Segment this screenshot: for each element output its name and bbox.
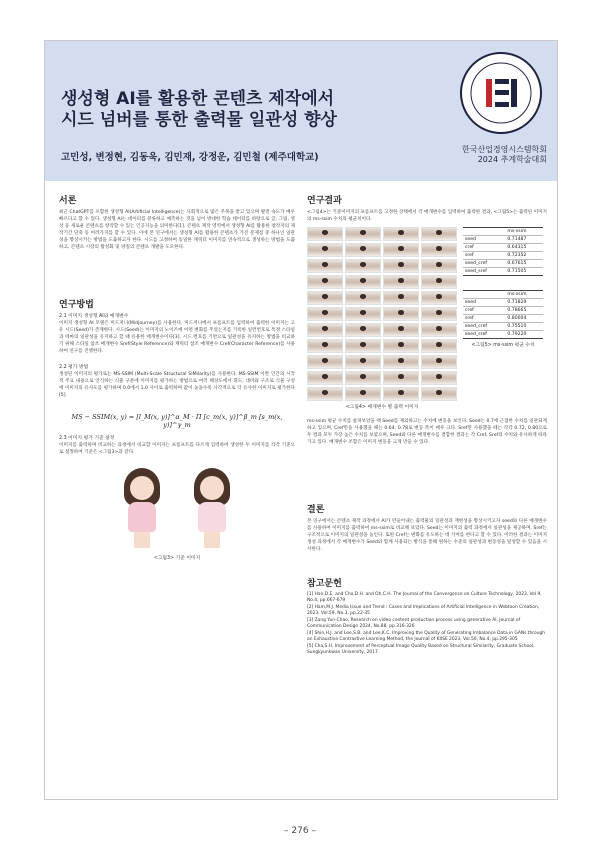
table-cell-label: seed: [463, 236, 505, 244]
output-thumb: [307, 259, 343, 273]
table-cell-label: seed: [463, 299, 505, 307]
table-cell-label: seed_sref: [463, 268, 505, 276]
output-thumb: [421, 275, 457, 289]
table-cell-value: 0.64315: [505, 244, 543, 252]
page-number: – 276 –: [284, 826, 316, 836]
output-thumb: [345, 387, 381, 401]
output-thumb: [421, 371, 457, 385]
references-heading: 참고문헌: [307, 579, 342, 589]
results-figures: [307, 227, 547, 410]
output-thumb: [383, 355, 419, 369]
output-thumb: [345, 371, 381, 385]
table-cell-value: 0.80004: [505, 315, 543, 323]
table-row: [463, 323, 543, 331]
output-thumb: [383, 339, 419, 353]
conclusion-heading: 결론: [307, 505, 325, 515]
method-sub-2: 2.2 평가 방법: [59, 365, 89, 370]
output-thumb: [307, 339, 343, 353]
output-thumb: [345, 227, 381, 241]
output-thumb: [307, 275, 343, 289]
right-column: [307, 193, 547, 657]
reference-image-1: [112, 464, 172, 552]
output-thumb: [383, 291, 419, 305]
results-heading: 연구결과: [307, 196, 342, 206]
output-thumb: [345, 339, 381, 353]
output-thumb: [383, 275, 419, 289]
intro-text: 최근 ChatGPT를 포함한 생성형 AI(Artificial Intelligence)는 사회적으로 많은 주목을 받고 있으며 발전 속도가 매우 빠르다고 할 수 있다. 생성형 AI는 데이터를 분류하고 예측하는 것을 넘어 방대한 학습 데이터를 바탕으로 글, 그림, 영상 등 새로운 콘텐츠를 창작할 수 있는 인공지능을 의미한다[1]. 콘텐츠 제작 영역에서 생성형 AI를 활용한 창작자의 제작기간 단축 등 여러가지를 할 수 있다. 이에 본 연구에서는 생성형 AI를 활용한 콘텐츠가 가진 문제점 중 하나인 일관성을 향상시키는 방법을 도출하고자 한다. 시드를 고정하여 동일한 캐릭터 이미지를 연속적으로 생성하는 방법을 도출하고, 콘텐츠 시장의 활성화 및 양질의 콘텐츠 개발을 도모한다.: [59, 210, 295, 250]
table-row: [463, 244, 543, 252]
table-row: [463, 236, 543, 244]
output-thumb: [421, 307, 457, 321]
output-thumb: [421, 259, 457, 273]
poster-title: [61, 89, 441, 131]
output-thumb: [421, 387, 457, 401]
table-cell-label: seed_sref: [463, 331, 505, 339]
table-row: [463, 252, 543, 260]
table-cell-value: 0.71505: [505, 268, 543, 276]
table-row: [463, 307, 543, 315]
method-text-1: 이미지 생성형 AI 모델은 미드저니(Midjourney)를 사용한다. 미드저니에서 프롬프트를 입력하여 출력한 이미지는 고유 시드(Seed)가 존재한다. 시드(Seed)는 이미지의 노이즈에 어떤 변화를 주었는지를 기록한 일련번호로 특정 스타일과 테마의 일관성을 유지하고 할 때 유용한 매개변수이다[3]. 시드 번호를 기반으로 일관성을 유지하는 방법을 비교하기 위해 스타일 참조 매개변수 Sref(Style Reference)와 캐릭터 참조 매개변수 Cref(Character Reference)를 사용하여 연구를 진행한다.: [59, 321, 295, 354]
ms-ssim-table-1: [463, 227, 543, 276]
reference-item: [4] Shin,H.J. and Lee,S.B. and Lee,K.C. Improving the Quality of Generating Imbalance Data in GANs through an Exhaustive Contrastive Learning Method, the Journal of KIISE 2023, Vol.50, No.4, pp.295-305: [307, 631, 546, 642]
figure5-caption: <그림5> ms-ssim 평균 수치: [471, 343, 535, 348]
output-thumb: [421, 227, 457, 241]
output-thumb: [307, 371, 343, 385]
table-cell-label: cref: [463, 244, 505, 252]
figure4-caption: <그림4> 매개변수 별 출력 이미지: [345, 405, 419, 410]
results-text-2: ms-ssim 평균 수치를 살펴보았을 때 Seed를 제외하고는 수치에 변동을 보인다. Seed는 0.7에 근접한 수치를 일관되게 하고 있으며, Cref만을 사용했을 때는 0.64, 0.78로 변동 폭이 매우 크다. Sref만 사용했을 때는 각각 0.72, 0.80으로 두 결과 모두 가장 높은 수치를 보였으며, Seed와 다른 매개변수를 결합한 결과는 각 Cref, Sref의 수치와 유사하게 따라가고 있다. 매개변수 조합은 이미지 변동을 크게 만들 수 있다.: [307, 419, 547, 445]
output-thumb: [345, 355, 381, 369]
ms-ssim-formula: MS − SSIM(x, y) = [l_M(x, y)]^α_M · Π [c_m(x, y)]^β_m [s_m(x, y)]^γ_m: [71, 413, 283, 429]
method-sub-1: 2.1 이미지 생성형 AI와 매개변수: [59, 314, 129, 319]
poster-header: [45, 41, 557, 181]
table-cell-label: cref: [463, 307, 505, 315]
reference-images: [59, 464, 295, 552]
results-text-1: <그림4>는 기준이미지의 프롬프트를 고정한 상태에서 각 매개변수를 입력하여 출력한 결과, <그림5>는 출력된 이미지의 ms-ssim 수치의 평균치이다.: [307, 210, 547, 222]
poster: [44, 40, 558, 800]
table-row: [463, 299, 543, 307]
table1-header: ms-ssim: [505, 228, 543, 236]
figure4: [307, 227, 457, 410]
left-column: [59, 193, 295, 561]
output-thumb: [307, 227, 343, 241]
table-row: [463, 331, 543, 339]
table2-header: ms-ssim: [505, 291, 543, 299]
conclusion-text: 본 연구에서는 콘텐츠 제작 과정에서 AI가 만들어내는 출력물의 일관성과 재현성을 향상시키고자 seed와 다른 매개변수를 사용하여 이미지를 출력하여 ms-ssim로 비교해 보았다. Seed는 이미지의 출력 과정에서 일관성을 제공하며, Sref는 구조적으로 이미지의 일관성을 높인다. 또한 Cref는 변화를 유도하는 데 기여를 한다고 할 수 있다. 이러한 결과는 이미지 생성 과정에서 각 매개변수가 Seed와 함께 사용되는 방식을 통해 원하는 수준의 일관성과 변동성을 달성할 수 있음을 시사한다.: [307, 519, 547, 552]
table-cell-value: 0.67615: [505, 260, 543, 268]
output-thumb: [383, 227, 419, 241]
table-cell-value: 0.71487: [505, 236, 543, 244]
output-thumb: [307, 387, 343, 401]
table-cell-value: 0.71829: [505, 299, 543, 307]
output-thumb: [383, 387, 419, 401]
output-thumb: [345, 243, 381, 257]
output-thumb: [345, 275, 381, 289]
table-row: [463, 315, 543, 323]
output-thumb: [383, 259, 419, 273]
output-thumb: [421, 291, 457, 305]
table-cell-label: seed_cref: [463, 323, 505, 331]
output-thumb: [383, 371, 419, 385]
title-line-2: 시드 넘버를 통한 출력물 일관성 향상: [61, 110, 337, 130]
reference-item: [3] Zang Yun-Chao, Research on video content production process using generative AI, Journal of Communication Design 2024, No.88, pp.316-326: [307, 618, 521, 629]
reference-item: [5] Cha,S.H. Improvement of Perceptual Image Quality Based on Structural Similarity, Graduate School, Sungkyunkwan University, 2017: [307, 644, 535, 655]
reference-item: [1] Han,D.E. and Cho,D.H. and Oh,C.H. The Journal of the Convergence on Culture Technology, 2023, Vol.9, No.4, pp.667-679: [307, 592, 542, 603]
table-cell-value: 0.78665: [505, 307, 543, 315]
method-heading: 연구방법: [59, 300, 94, 310]
table-cell-label: seed_cref: [463, 260, 505, 268]
table-cell-value: 0.72352: [505, 252, 543, 260]
output-thumb: [345, 323, 381, 337]
output-thumb: [307, 243, 343, 257]
output-thumb: [383, 323, 419, 337]
conference-info: [407, 145, 547, 165]
output-thumb: [421, 243, 457, 257]
conference-event: 2024 추계학술대회: [477, 155, 547, 164]
reference-list: [307, 592, 547, 656]
table-cell-label: sref: [463, 252, 505, 260]
table-row: [463, 268, 543, 276]
method-text-3: 이미지를 출력하며 비교하는 과정에서 비교할 이미지는 프롬프트를 다르게 입력하여 생성한 두 이미지를 각각 기준으로 설정하여 기준은 <그림3>과 같다.: [59, 443, 295, 455]
figure5: [463, 227, 543, 410]
output-thumb: [345, 259, 381, 273]
method-text-2: 생성된 이미지의 평가로는 MS-SSIM (Multi-Scale Structural SIMilarity)를 사용한다. MS-SSIM 이란 인간의 시각적 주요 내용으로 인식하는 식물 구분에 이미지를 평가하는 방법으로 여러 해상도에서 휘도, 대비와 구조로 식물 구성에 이미지의 유사도를 평가하며 0.0에서 1.0 사이로 출력하며 값이 높을수록 사각적으로 더 유사한 이미지로 평가한다[5].: [59, 372, 295, 398]
ms-ssim-table-2: [463, 290, 543, 339]
table-cell-label: sref: [463, 315, 505, 323]
conference-name: 한국산업경영시스템학회: [461, 145, 547, 154]
authors: 고민성, 변정현, 김동욱, 김민재, 강정운, 김민철 (제주대학교): [61, 152, 319, 163]
table2-col-label: [463, 291, 505, 299]
reference-image-2: [182, 464, 242, 552]
output-thumb: [421, 323, 457, 337]
title-line-1: 생성형 AI를 활용한 콘텐츠 제작에서: [61, 89, 335, 109]
output-thumb: [383, 307, 419, 321]
output-thumb: [345, 291, 381, 305]
table1-col-label: [463, 228, 505, 236]
output-thumb: [307, 291, 343, 305]
output-thumb: [345, 307, 381, 321]
table-cell-value: 0.79220: [505, 331, 543, 339]
reference-item: [2] Ham,M.J. Media Issue and Trend : Cases and Implications of Artificial Intelligence in Webtoon Creation, 2023, Vol.59, No.3, pp.22-35: [307, 605, 540, 616]
method-sub-3: 2.3 이미지 평가 기준 설정: [59, 436, 115, 441]
output-thumb: [307, 323, 343, 337]
output-thumb: [307, 307, 343, 321]
figure3-caption: <그림3> 기준 이미지: [153, 556, 201, 561]
output-thumb: [421, 355, 457, 369]
output-thumb: [383, 243, 419, 257]
output-image-grid: [307, 227, 457, 401]
society-logo-icon: [459, 51, 543, 135]
output-thumb: [421, 339, 457, 353]
intro-heading: 서론: [59, 196, 77, 206]
table-row: [463, 260, 543, 268]
output-thumb: [307, 355, 343, 369]
table-cell-value: 0.75510: [505, 323, 543, 331]
